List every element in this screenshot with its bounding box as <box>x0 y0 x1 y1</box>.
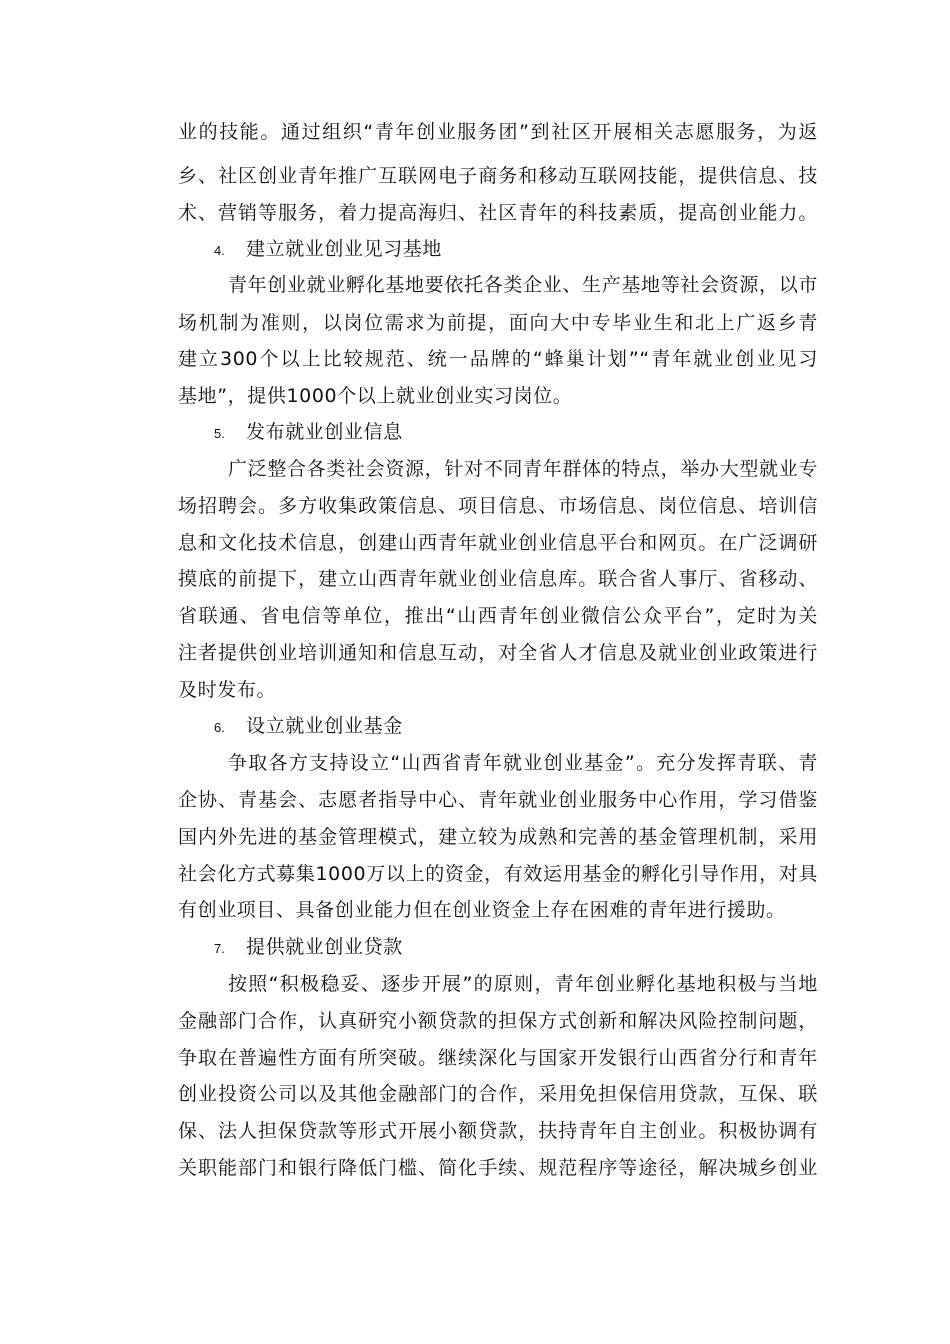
heading-number: 7. <box>214 941 225 956</box>
paragraph-line: 摸底的前提下，建立山西青年就业创业信息库。联合省人事厅、省移动、 <box>178 568 818 590</box>
paragraph-line: 省联通、省电信等单位，推出“山西青年创业微信公众平台”，定时为关 <box>178 605 818 627</box>
paragraph-line: 国内外先进的基金管理模式，建立较为成熟和完善的基金管理机制，采用 <box>178 826 818 848</box>
heading-text: 建立就业创业见习基地 <box>246 238 443 260</box>
paragraph-line: 注者提供创业培训通知和信息互动，对全省人才信息及就业创业政策进行 <box>178 642 818 664</box>
paragraph-line: 关职能部门和银行降低门槛、简化手续、规范程序等途径，解决城乡创业 <box>178 1157 818 1179</box>
heading-text: 设立就业创业基金 <box>246 715 403 737</box>
paragraph-line: 息和文化技术信息，创建山西青年就业创业信息平台和网页。在广泛调研 <box>178 532 818 554</box>
heading-number: 5. <box>214 426 225 441</box>
heading-number: 4. <box>214 243 225 258</box>
paragraph-line: 争取各方支持设立“山西省青年就业创业基金”。充分发挥青联、青 <box>228 752 818 774</box>
heading-text: 提供就业创业贷款 <box>246 936 403 958</box>
paragraph-line: 广泛整合各类社会资源，针对不同青年群体的特点，举办大型就业专 <box>228 458 818 480</box>
paragraph-line: 保、法人担保贷款等形式开展小额贷款，扶持青年自主创业。积极协调有 <box>178 1120 818 1142</box>
section-heading-5 <box>214 420 403 444</box>
paragraph-line: 场机制为准则，以岗位需求为前提，面向大中专毕业生和北上广返乡青 <box>178 312 818 334</box>
heading-text: 发布就业创业信息 <box>246 421 403 443</box>
paragraph-line: 按照“积极稳妥、逐步开展”的原则，青年创业孵化基地积极与当地 <box>228 973 818 995</box>
paragraph-line: 基地”，提供1000个以上就业创业实习岗位。 <box>178 385 573 407</box>
section-heading-6 <box>214 714 403 738</box>
paragraph-line: 创业投资公司以及其他金融部门的合作，采用免担保信用贷款，互保、联 <box>178 1083 818 1105</box>
paragraph-line: 业的技能。通过组织“青年创业服务团”到社区开展相关志愿服务，为返 <box>178 121 818 143</box>
section-heading-7 <box>214 935 403 959</box>
paragraph-line: 社会化方式募集1000万以上的资金，有效运用基金的孵化引导作用，对具 <box>178 863 818 885</box>
paragraph-line: 青年创业就业孵化基地要依托各类企业、生产基地等社会资源，以市 <box>228 274 818 296</box>
paragraph-line: 金融部门合作，认真研究小额贷款的担保方式创新和解决风险控制问题， <box>178 1010 818 1032</box>
paragraph-line: 场招聘会。多方收集政策信息、项目信息、市场信息、岗位信息、培训信 <box>178 495 818 517</box>
paragraph-line: 乡、社区创业青年推广互联网电子商务和移动互联网技能，提供信息、技 <box>178 165 818 187</box>
section-heading-4 <box>214 237 442 261</box>
heading-number: 6. <box>214 720 225 735</box>
paragraph-line: 企协、青基会、志愿者指导中心、青年就业创业服务中心作用，学习借鉴 <box>178 789 818 811</box>
paragraph-line: 有创业项目、具备创业能力但在创业资金上存在困难的青年进行援助。 <box>178 899 786 921</box>
paragraph-line: 争取在普遍性方面有所突破。继续深化与国家开发银行山西省分行和青年 <box>178 1047 818 1069</box>
paragraph-line: 建立300个以上比较规范、统一品牌的“蜂巢计划”“青年就业创业见习 <box>178 348 818 370</box>
paragraph-line: 及时发布。 <box>178 679 277 701</box>
paragraph-line: 术、营销等服务，着力提高海归、社区青年的科技素质，提高创业能力。 <box>178 202 818 224</box>
